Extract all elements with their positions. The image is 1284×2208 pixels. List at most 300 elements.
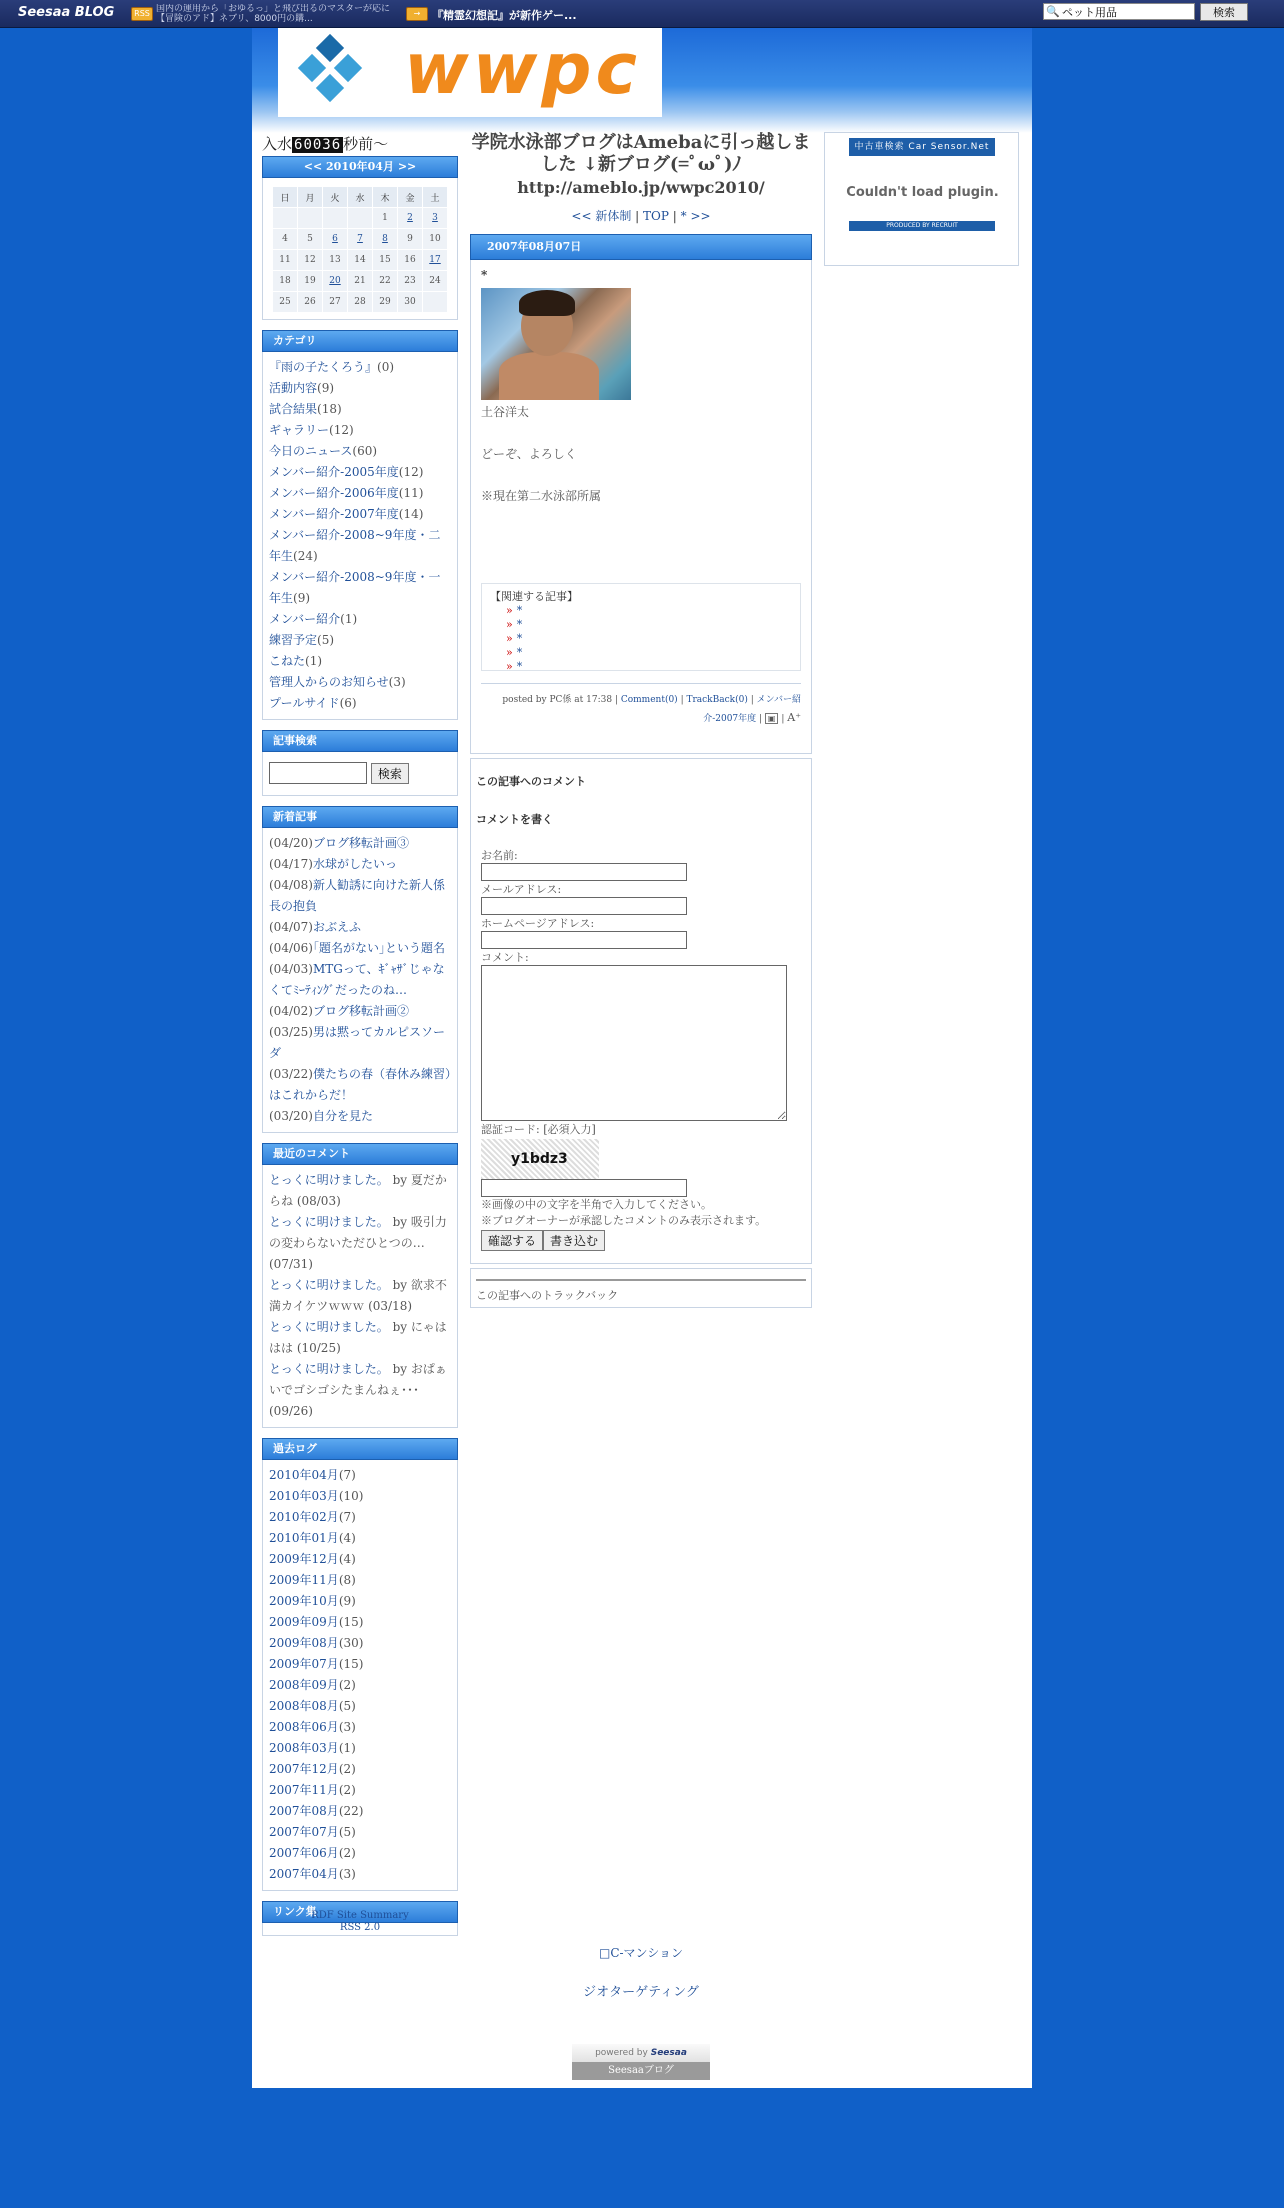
calendar-day[interactable] (348, 229, 372, 249)
counter (262, 132, 458, 156)
recent-post-link[interactable]: 男は黙ってカルピスソーダ (269, 1024, 445, 1060)
blog-url: http://ameblo.jp/wwpc2010/ (517, 178, 765, 197)
feed-links (262, 1910, 458, 1934)
entry-date: 2007年08月07日 (470, 234, 812, 260)
archive-item (269, 1780, 451, 1801)
related-item[interactable] (490, 618, 792, 632)
captcha-text: y1bdz3 (511, 1151, 568, 1167)
plugin-error-message: Couldn't load plugin. (846, 185, 999, 200)
recent-post-date: (04/08) (269, 877, 313, 892)
recent-comment-author: by 吸引力の変わらないただひとつの… (07/31) (269, 1214, 447, 1271)
archive-link[interactable]: 2009年08月 (269, 1635, 339, 1650)
category-item (269, 483, 451, 504)
recent-post-date: (04/02) (269, 1003, 313, 1018)
archive-count: (3) (338, 1719, 356, 1734)
entry-line: ※現在第二水泳部所属 (481, 489, 602, 503)
top-bar (0, 0, 1284, 28)
archive-count: (15) (338, 1614, 364, 1629)
calendar-day: 28 (348, 292, 372, 312)
archive-item (269, 1822, 451, 1843)
recent-post-item (269, 875, 451, 917)
recent-post-link[interactable]: MTGって、ｷﾞｬｻﾞじゃなくてﾐｰﾃｨﾝｸﾞだったのね… (269, 961, 445, 997)
photo-body-shape (499, 352, 599, 400)
recent-post-item (269, 1022, 451, 1064)
category-item (269, 609, 451, 630)
logo-text: wwpc (404, 28, 641, 110)
calendar-day: 10 (423, 229, 447, 249)
recent-post-date: (04/03) (269, 961, 313, 976)
calendar-day (298, 208, 322, 228)
category-link[interactable]: 活動内容 (269, 381, 318, 395)
calendar-week (273, 229, 447, 249)
archive-link[interactable]: 2008年09月 (269, 1677, 339, 1692)
article-search-body (262, 752, 458, 796)
links-header: リンク集 (262, 1901, 458, 1923)
arrow-icon: » (506, 632, 513, 645)
archive-item (269, 1507, 451, 1528)
related-link[interactable]: * (516, 618, 523, 631)
logo-diamond-bottom (316, 74, 344, 102)
archive-count: (7) (338, 1467, 356, 1482)
related-item[interactable] (490, 660, 792, 674)
nav-separator: | (668, 209, 681, 223)
archive-link[interactable]: 2008年06月 (269, 1719, 339, 1734)
recent-posts-list (262, 828, 458, 1133)
category-item (269, 357, 451, 378)
nav-next-link[interactable]: * >> (680, 209, 711, 223)
calendar-day: 14 (348, 250, 372, 270)
category-header: カテゴリ (262, 330, 458, 352)
archive-link[interactable]: 2008年08月 (269, 1698, 339, 1713)
calendar-day[interactable] (398, 208, 422, 228)
rss-link[interactable]: RSS 2.0 (339, 1922, 381, 1933)
category-item (269, 567, 451, 609)
calendar-dow: 火 (323, 187, 347, 207)
archive-item (269, 1675, 451, 1696)
recent-post-item (269, 1001, 451, 1022)
homepage-label: ホームページアドレス: (481, 917, 595, 930)
calendar-day: 9 (398, 229, 422, 249)
calendar-next-link[interactable]: >> (397, 160, 417, 173)
entry-line: 土谷洋太 (481, 405, 530, 419)
recent-comment-item (269, 1170, 451, 1212)
nav-prev-link[interactable]: << 新体制 (571, 209, 632, 223)
counter-prefix: 入水 (262, 135, 293, 153)
category-count: (3) (388, 675, 406, 689)
archive-count: (4) (338, 1530, 356, 1545)
archive-count: (15) (338, 1656, 364, 1671)
archive-count: (22) (338, 1803, 364, 1818)
archive-item (269, 1843, 451, 1864)
category-count: (12) (398, 465, 424, 479)
category-link[interactable]: 試合結果 (269, 402, 318, 416)
calendar-day: 30 (398, 292, 422, 312)
archive-item (269, 1801, 451, 1822)
recent-comments-list (262, 1165, 458, 1428)
article-search-input[interactable] (269, 762, 367, 784)
calendar-dow: 日 (273, 187, 297, 207)
article-search-button[interactable]: 検索 (371, 763, 409, 784)
archive-item (269, 1549, 451, 1570)
name-input[interactable] (481, 863, 687, 881)
category-link[interactable]: ギャラリー (269, 423, 330, 437)
calendar-dow: 月 (298, 187, 322, 207)
main-content (470, 132, 812, 1308)
archive-item (269, 1717, 451, 1738)
related-item[interactable] (490, 604, 792, 618)
captcha-input[interactable] (481, 1179, 687, 1197)
arrow-icon: » (506, 660, 513, 673)
entry-footer: posted by PC係 at 17:38 | Comment(0) | TrackBack(0) | メンバー紹介-2007年度 | ▣ | A⁺ (481, 683, 801, 728)
blog-title: 学院水泳部ブログはAmebaに引っ越しました ↓新ブログ(=ﾟωﾟ)ﾉ (471, 132, 811, 175)
calendar-dow: 土 (423, 187, 447, 207)
archive-link[interactable]: 2009年11月 (269, 1572, 339, 1587)
calendar-dow-row (273, 187, 447, 207)
comment-form-box (470, 758, 812, 1264)
calendar-prev-link[interactable]: << (303, 160, 323, 173)
recent-comment-author: by おぱぁいでゴシゴシたまんねぇ･･･ (09/26) (269, 1361, 447, 1418)
category-count: (60) (352, 444, 378, 458)
calendar-day-link[interactable]: 3 (432, 213, 438, 223)
comment-count-link[interactable]: Comment(0) (620, 695, 678, 705)
calendar-day[interactable] (323, 229, 347, 249)
recent-post-link[interactable]: ブログ移転計画② (312, 1003, 409, 1018)
approval-note: ※ブログオーナーが承認したコメントのみ表示されます。 (481, 1214, 767, 1227)
category-item (269, 630, 451, 651)
archive-count: (5) (338, 1698, 356, 1713)
archive-count: (1) (338, 1740, 356, 1755)
calendar-dow: 木 (373, 187, 397, 207)
archive-item (269, 1570, 451, 1591)
archive-count: (4) (338, 1551, 356, 1566)
calendar-week (273, 292, 447, 312)
ticker-news-2[interactable]: 『精霊幻想記』が新作ゲー... (432, 9, 577, 22)
archive-link[interactable]: 2010年03月 (269, 1488, 339, 1503)
page-container (252, 28, 1032, 2088)
confirm-button[interactable]: 確認する (481, 1230, 543, 1251)
related-title: 【関連する記事】 (490, 590, 578, 603)
recent-comment-author: by 欲求不満カイケツｗｗｗ (03/18) (269, 1277, 447, 1313)
recent-post-date: (04/07) (269, 919, 313, 934)
entry-line (481, 465, 801, 486)
archive-item (269, 1591, 451, 1612)
related-item[interactable] (490, 632, 792, 646)
archive-count: (9) (338, 1593, 356, 1608)
trackback-divider (476, 1279, 806, 1281)
archive-link[interactable]: 2010年01月 (269, 1530, 339, 1545)
category-count: (14) (398, 507, 424, 521)
archive-link[interactable]: 2010年04月 (269, 1467, 339, 1482)
calendar-dow: 水 (348, 187, 372, 207)
related-list (490, 604, 792, 674)
email-input[interactable] (481, 897, 687, 915)
category-link[interactable]: プールサイド (269, 696, 340, 710)
calendar-day: 29 (373, 292, 397, 312)
archive-item (269, 1696, 451, 1717)
blog-logo[interactable] (278, 28, 662, 117)
archive-link[interactable]: 2007年08月 (269, 1803, 339, 1818)
entry-line: どーぞ、よろしく (481, 447, 577, 461)
category-item (269, 651, 451, 672)
category-link[interactable]: 今日のニュース (269, 444, 353, 458)
calendar-body (262, 178, 458, 320)
email-label: メールアドレス: (481, 883, 562, 896)
category-link[interactable]: 管理人からのお知らせ (269, 675, 389, 689)
calendar-day (348, 208, 372, 228)
category-link[interactable]: メンバー紹介-2006年度 (269, 486, 399, 500)
recent-post-item (269, 854, 451, 875)
recent-post-link[interactable]: 自分を見た (312, 1108, 373, 1123)
entry-text (481, 402, 801, 507)
entry-category-link[interactable]: メンバー紹介-2007年度 (703, 695, 801, 724)
footer-area (470, 1944, 812, 2080)
entry-line (481, 423, 801, 444)
recent-post-date: (04/06) (269, 940, 313, 955)
carsensor-banner[interactable]: 中古車検索 Car Sensor.Net (849, 138, 995, 156)
calendar-day[interactable] (423, 250, 447, 270)
ticker-news-1[interactable]: 国内の運用から「おゆるっ」と飛び出るのマスターが応に【冒険のアド】ネブリ、8000円の購... (156, 4, 391, 24)
archive-item (269, 1633, 451, 1654)
category-link[interactable]: メンバー紹介-2008~9年度・二年生 (269, 528, 441, 563)
category-count: (9) (293, 591, 311, 605)
archive-link[interactable]: 2007年11月 (269, 1782, 339, 1797)
calendar-day (323, 208, 347, 228)
related-item[interactable] (490, 646, 792, 660)
category-count: (5) (317, 633, 335, 647)
calendar-day: 11 (273, 250, 297, 270)
logo-diamond-right (334, 54, 362, 82)
category-item (269, 525, 451, 567)
recent-post-item (269, 959, 451, 1001)
category-count: (9) (317, 381, 335, 395)
calendar-week (273, 271, 447, 291)
calendar-day-link[interactable]: 17 (429, 255, 441, 265)
comments-heading: この記事へのコメント (476, 775, 586, 788)
calendar-day: 15 (373, 250, 397, 270)
category-item (269, 504, 451, 525)
related-link[interactable]: * (516, 646, 523, 659)
calendar-day-link[interactable]: 7 (357, 234, 363, 244)
entry (470, 260, 812, 754)
recent-post-date: (04/17) (269, 856, 313, 871)
nav-top-link[interactable]: TOP (643, 209, 669, 223)
photo-hair-shape (519, 290, 575, 316)
topbar-search-input[interactable] (1043, 3, 1195, 20)
seesaa-blog-logo[interactable]: Seesaa BLOG (18, 5, 115, 20)
recent-posts-header: 新着記事 (262, 806, 458, 828)
trackback-heading: この記事へのトラックバック (476, 1289, 619, 1302)
category-count: (1) (340, 612, 358, 626)
cmansion-image-alt[interactable]: □C-マンション (598, 1946, 684, 1960)
calendar-day: 16 (398, 250, 422, 270)
recruit-banner[interactable]: PRODUCED BY RECRUIT (849, 221, 995, 231)
archive-item (269, 1612, 451, 1633)
calendar-week (273, 208, 447, 228)
recent-comment-link[interactable]: とっくに明けました。 (269, 1277, 389, 1292)
recent-comment-link[interactable]: とっくに明けました。 (269, 1172, 389, 1187)
rdf-link[interactable]: RDF Site Summary (311, 1910, 409, 1921)
category-count: (18) (317, 402, 342, 416)
category-item (269, 399, 451, 420)
search-icon: 🔍 (1046, 5, 1060, 18)
archive-count: (10) (338, 1488, 364, 1503)
calendar-day: 25 (273, 292, 297, 312)
recent-post-date: (03/22) (269, 1066, 313, 1081)
category-link[interactable]: メンバー紹介-2007年度 (269, 507, 399, 521)
comment-label: コメント: (481, 951, 529, 964)
calendar-day[interactable] (373, 229, 397, 249)
write-comment-heading: コメントを書く (476, 813, 553, 826)
category-link[interactable]: 練習予定 (269, 633, 318, 647)
blog-header (252, 28, 1032, 133)
submit-button[interactable]: 書き込む (543, 1230, 605, 1251)
archives-list (262, 1460, 458, 1891)
recent-comment-link[interactable]: とっくに明けました。 (269, 1361, 389, 1376)
calendar-day: 1 (373, 208, 397, 228)
calendar-day-link[interactable]: 6 (332, 234, 338, 244)
archive-link[interactable]: 2007年07月 (269, 1824, 339, 1839)
category-list (262, 352, 458, 720)
calendar-day: 27 (323, 292, 347, 312)
calendar-day: 24 (423, 271, 447, 291)
captcha-label: 認証コード: [必須入力] (481, 1123, 596, 1136)
archive-count: (7) (338, 1509, 356, 1524)
category-count: (1) (305, 654, 323, 668)
archive-count: (30) (338, 1635, 364, 1650)
category-link[interactable]: メンバー紹介-2005年度 (269, 465, 399, 479)
archive-link[interactable]: 2009年10月 (269, 1593, 339, 1608)
recent-comment-author: by にゃははは (10/25) (269, 1319, 447, 1355)
calendar-header (262, 156, 458, 178)
entry-nav (470, 207, 812, 224)
calendar-day (423, 292, 447, 312)
archive-item (269, 1465, 451, 1486)
captcha-image (481, 1139, 599, 1179)
calendar-day[interactable] (423, 208, 447, 228)
recent-post-link[interactable]: ブログ移転計画③ (312, 835, 409, 850)
comment-textarea[interactable] (481, 965, 787, 1121)
font-size-icon[interactable]: A⁺ (787, 711, 801, 724)
trackback-count-link[interactable]: TrackBack(0) (686, 695, 748, 705)
recent-post-item (269, 938, 451, 959)
left-sidebar (262, 132, 458, 1936)
archive-count: (3) (338, 1866, 356, 1881)
calendar-day: 5 (298, 229, 322, 249)
calendar-week (273, 250, 447, 270)
trackback-box (470, 1268, 812, 1308)
archive-item (269, 1759, 451, 1780)
recent-post-date: (03/25) (269, 1024, 313, 1039)
recent-post-item (269, 833, 451, 854)
recent-post-item (269, 917, 451, 938)
archive-item (269, 1528, 451, 1549)
recent-post-item (269, 1106, 451, 1127)
recent-post-item (269, 1064, 451, 1106)
recent-post-link[interactable]: 僕たちの春（春休み練習）はこれからだ！ (269, 1066, 451, 1102)
seesaa-blog-link[interactable]: Seesaaブログ (572, 2062, 710, 2080)
calendar-day: 22 (373, 271, 397, 291)
recent-comment-link[interactable]: とっくに明けました。 (269, 1214, 389, 1229)
archive-count: (2) (338, 1761, 356, 1776)
archive-link[interactable]: 2010年02月 (269, 1509, 339, 1524)
category-item (269, 462, 451, 483)
calendar-dow: 金 (398, 187, 422, 207)
calendar-day: 13 (323, 250, 347, 270)
archive-link[interactable]: 2009年12月 (269, 1551, 339, 1566)
posted-by: posted by PC係 at 17:38 (502, 695, 613, 705)
recent-post-link[interactable]: 水球がしたいっ (312, 856, 397, 871)
topbar-search-button[interactable]: 検索 (1200, 3, 1248, 21)
category-item (269, 693, 451, 714)
nav-separator: | (631, 209, 644, 223)
archive-link[interactable]: 2007年12月 (269, 1761, 339, 1776)
calendar-day-link[interactable]: 2 (407, 213, 413, 223)
category-count: (6) (339, 696, 357, 710)
calendar-day: 19 (298, 271, 322, 291)
name-label: お名前: (481, 849, 518, 862)
right-sidebar (824, 132, 1019, 266)
archive-count: (8) (338, 1572, 356, 1587)
arrow-icon: » (506, 604, 513, 617)
recent-post-date: (03/20) (269, 1108, 313, 1123)
related-link[interactable]: * (516, 660, 523, 673)
archive-link[interactable]: 2009年09月 (269, 1614, 339, 1629)
recent-post-link[interactable]: おぶえふ (312, 919, 361, 934)
recent-post-link[interactable]: ｢題名がない｣という題名 (312, 940, 445, 955)
calendar-day-link[interactable]: 8 (382, 234, 388, 244)
archive-link[interactable]: 2008年03月 (269, 1740, 339, 1755)
calendar-day: 23 (398, 271, 422, 291)
category-count: (24) (293, 549, 318, 563)
category-link[interactable]: こねた (269, 654, 306, 668)
captcha-note: ※画像の中の文字を半角で入力してください。 (481, 1198, 712, 1211)
calendar-table (272, 186, 448, 313)
archive-count: (2) (338, 1845, 356, 1860)
archive-item (269, 1654, 451, 1675)
category-item (269, 672, 451, 693)
entry-photo[interactable] (481, 288, 631, 400)
entry-title: * (481, 268, 488, 282)
recent-comment-item (269, 1317, 451, 1359)
archive-link[interactable]: 2007年06月 (269, 1845, 339, 1860)
calendar-day[interactable] (323, 271, 347, 291)
geotargeting-link[interactable]: ジオターゲティング (583, 1985, 699, 2000)
related-link[interactable]: * (516, 632, 523, 645)
arrow-icon: → (406, 7, 428, 21)
category-item (269, 420, 451, 441)
calendar-day: 21 (348, 271, 372, 291)
calendar-day (273, 208, 297, 228)
homepage-input[interactable] (481, 931, 687, 949)
archive-link[interactable]: 2009年07月 (269, 1656, 339, 1671)
category-link[interactable]: 『雨の子たくろう』 (269, 360, 378, 374)
category-count: (0) (377, 360, 395, 374)
recent-comment-link[interactable]: とっくに明けました。 (269, 1319, 389, 1334)
arrow-icon: » (506, 646, 513, 659)
calendar-day-link[interactable]: 20 (329, 276, 341, 286)
category-link[interactable]: メンバー紹介 (269, 612, 341, 626)
archive-item (269, 1486, 451, 1507)
recent-post-link[interactable]: 新人勧誘に向けた新人係長の抱負 (269, 877, 445, 913)
related-link[interactable]: * (516, 604, 523, 617)
bookmark-icon[interactable]: ▣ (765, 713, 779, 724)
calendar-month: 2010年04月 (326, 160, 394, 173)
archive-link[interactable]: 2007年04月 (269, 1866, 339, 1881)
category-link[interactable]: メンバー紹介-2008~9年度・一年生 (269, 570, 441, 605)
calendar-day: 18 (273, 271, 297, 291)
powered-by-seesaa[interactable]: powered by Seesaa (572, 2044, 710, 2062)
recent-comment-item (269, 1212, 451, 1275)
